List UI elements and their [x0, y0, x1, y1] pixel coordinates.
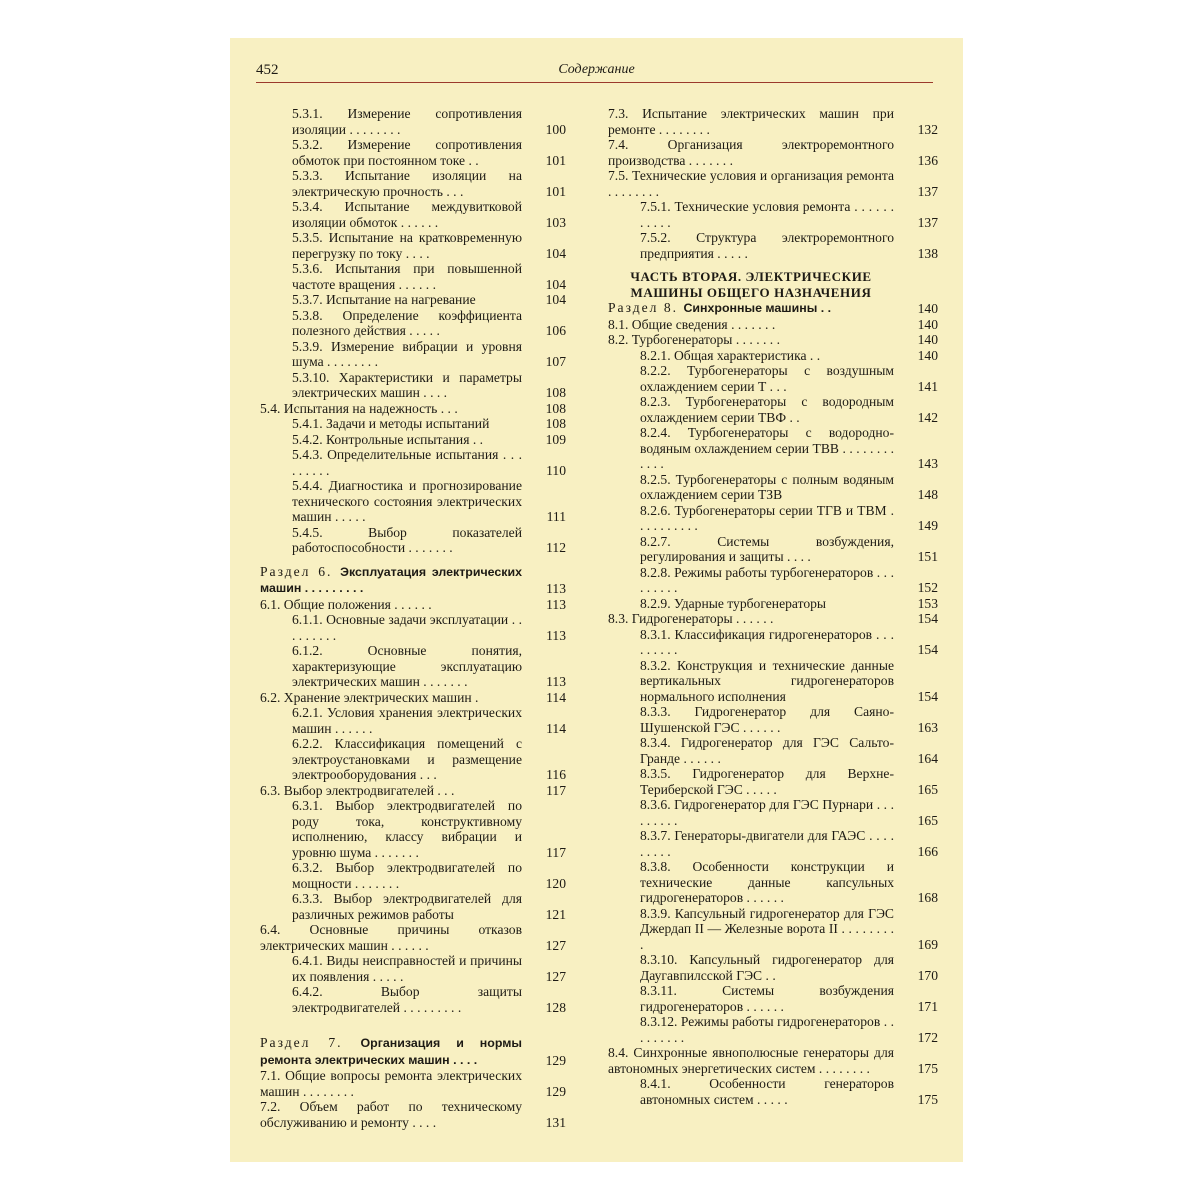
toc-page-number: 141: [917, 378, 938, 394]
toc-entry-title: [608, 300, 894, 317]
toc-page-number: 128: [545, 999, 566, 1015]
toc-entry-title: 8.3.2. Конструкция и технические данные вертикальных гидрогенераторов нормального исполнения: [640, 657, 894, 704]
toc-entry: [260, 1068, 566, 1099]
toc-page-number: 137: [917, 214, 938, 230]
toc-entry-title: 8.4.1. Особенности генераторов автономных систем . . . . .: [640, 1076, 894, 1107]
toc-page-number: 117: [546, 844, 566, 860]
toc-page-number: 113: [546, 627, 566, 643]
toc-entry: [608, 797, 938, 828]
toc-entry-title: 8.3.6. Гидрогенератор для ГЭС Пурнари . . . . . . . . .: [640, 797, 894, 828]
toc-entry-title: 5.3.3. Испытание изоляции на электрическую прочность . . .: [292, 168, 522, 199]
toc-page-number: 165: [917, 812, 938, 828]
toc-entry-title: 7.4. Организация электроремонтного производства . . . . . . .: [608, 137, 894, 168]
toc-entry: [608, 565, 938, 596]
toc-entry-title: 6.2.2. Классификация помещений с электроустановками и размещение электрооборудования . . .: [292, 736, 522, 782]
toc-entry-title: 5.3.4. Испытание междувитковой изоляции обмоток . . . . . .: [292, 199, 522, 230]
toc-section-name: Эксплуатация электрических машин . . . . . . . . .: [260, 564, 522, 595]
toc-entry-title: 5.4.5. Выбор показателей работоспособности . . . . . . .: [292, 524, 522, 555]
toc-page-number: 129: [545, 1052, 566, 1068]
toc-page-number: 169: [917, 936, 938, 952]
toc-entry: [608, 611, 938, 627]
toc-entry-title: 6.3.2. Выбор электродвигателей по мощности . . . . . . .: [292, 860, 522, 891]
toc-entry: [260, 432, 566, 448]
toc-page-number: 113: [546, 596, 566, 612]
toc-entry: [260, 308, 566, 339]
toc-entry: [608, 534, 938, 565]
toc-entry-title: 8.2.2. Турбогенераторы с воздушным охлаждением серии Т . . .: [640, 363, 894, 394]
toc-entry: [260, 447, 566, 478]
toc-page-number: 149: [917, 518, 938, 533]
toc-page-number: 108: [545, 400, 566, 416]
toc-entry-title: 5.3.7. Испытание на нагревание: [292, 292, 476, 307]
toc-entry-title: [260, 564, 522, 597]
toc-entry: [608, 472, 938, 503]
toc-entry-title: [260, 1035, 522, 1068]
toc-entry: [608, 348, 938, 364]
toc-spacer: [260, 1015, 566, 1035]
toc-entry-title: 8.4. Синхронные явнополюсные генераторы для автономных энергетических систем . . . . . . . .: [608, 1045, 894, 1076]
toc-entry-title: 8.2.3. Турбогенераторы с водородным охлаждением серии ТВФ . .: [640, 394, 894, 425]
toc-entry: [260, 292, 566, 308]
toc-page-number: 117: [546, 782, 566, 798]
toc-entry-title: 8.3.12. Режимы работы гидрогенераторов . . . . . . . . .: [640, 1014, 894, 1045]
toc-page-number: 113: [546, 581, 566, 596]
toc-section-label: Раздел 8.: [608, 300, 684, 315]
toc-entry: [260, 416, 566, 432]
toc-entry-title: 8.2.7. Системы возбуждения, регулирования и защиты . . . .: [640, 533, 894, 564]
toc-entry-title: 6.4.2. Выбор защиты электродвигателей . . . . . . . . .: [292, 984, 522, 1015]
toc-page-number: 153: [917, 595, 938, 611]
toc-part-heading: ЧАСТЬ ВТОРАЯ. ЭЛЕКТРИЧЕСКИЕ МАШИНЫ ОБЩЕГО НАЗНАЧЕНИЯ: [630, 269, 872, 300]
toc-page-number: 142: [917, 409, 938, 425]
toc-entry: [260, 643, 566, 690]
toc-page-number: 175: [917, 1060, 938, 1076]
toc-section-name: Организация и нормы ремонта электрических машин . . . .: [260, 1036, 522, 1067]
toc-entry: [260, 922, 566, 953]
toc-page-number: 148: [917, 487, 938, 502]
toc-entry-title: 6.4.1. Виды неисправностей и причины их появления . . . . .: [292, 953, 522, 984]
toc-left-column: [260, 106, 566, 1130]
toc-entry: [608, 828, 938, 859]
toc-page-number: 104: [545, 245, 566, 261]
toc-entry-title: 7.5. Технические условия и организация ремонта . . . . . . . .: [608, 168, 894, 199]
toc-entry-title: 5.4. Испытания на надежность . . .: [260, 400, 458, 416]
toc-entry-title: 6.1.1. Основные задачи эксплуатации . . . . . . . . .: [292, 612, 522, 643]
toc-page-number: 154: [917, 688, 938, 704]
toc-entry-title: 5.3.1. Измерение сопротивления изоляции . . . . . . . .: [292, 106, 522, 137]
toc-section-label: Раздел 6.: [260, 563, 341, 579]
toc-entry: [260, 370, 566, 401]
toc-entry-title: 5.4.4. Диагностика и прогнозирование технического состояния электрических машин . . . . .: [292, 478, 522, 524]
toc-entry-title: 5.3.10. Характеристики и параметры электрических машин . . . .: [292, 369, 522, 400]
toc-entry: [608, 1045, 938, 1076]
toc-entry: [260, 525, 566, 556]
toc-entry: [608, 425, 938, 472]
toc-entry-title: 7.5.2. Структура электроремонтного предприятия . . . . .: [640, 230, 894, 261]
toc-entry: [608, 952, 938, 983]
toc-right-column: [608, 106, 938, 1107]
toc-entry: [608, 596, 938, 612]
toc-page-number: 108: [545, 416, 566, 431]
toc-page-number: 101: [545, 183, 566, 199]
toc-entry-title: 8.2.1. Общая характеристика . .: [640, 347, 821, 363]
toc-entry-title: 5.3.9. Измерение вибрации и уровня шума . . . . . . . .: [292, 338, 522, 369]
toc-page-number: 116: [546, 767, 566, 782]
toc-entry: [260, 783, 566, 799]
toc-entry: [260, 705, 566, 736]
toc-entry-title: 7.5.1. Технические условия ремонта . . . . . . . . . . .: [640, 199, 894, 230]
toc-entry: [608, 1014, 938, 1045]
toc-entry: [260, 953, 566, 984]
toc-entry-title: 8.3.10. Капсульный гидрогенератор для Даугавпилсской ГЭС . .: [640, 952, 894, 983]
toc-page-number: 114: [546, 720, 566, 736]
toc-entry-title: 5.3.2. Измерение сопротивления обмоток при постоянном токе . .: [292, 137, 522, 168]
toc-section-label: Раздел 7.: [260, 1035, 361, 1050]
toc-page-number: 166: [917, 843, 938, 859]
toc-page-number: 110: [546, 462, 566, 478]
toc-page-number: 164: [917, 750, 938, 766]
toc-entry-title: 8.3.11. Системы возбуждения гидрогенераторов . . . . . .: [640, 983, 894, 1014]
toc-entry: [260, 199, 566, 230]
toc-entry: [608, 906, 938, 953]
toc-entry-title: 8.3. Гидрогенераторы . . . . . .: [608, 611, 774, 626]
toc-entry: [260, 860, 566, 891]
toc-page-number: 109: [545, 431, 566, 447]
toc-page-number: 103: [545, 214, 566, 230]
toc-entry-title: 6.1.2. Основные понятия, характеризующие эксплуатацию электрических машин . . . . . . .: [292, 643, 522, 689]
page-number: 452: [256, 62, 279, 78]
toc-entry-title: 5.4.2. Контрольные испытания . .: [292, 431, 484, 447]
toc-page-number: 170: [917, 967, 938, 983]
toc-entry-title: 8.2. Турбогенераторы . . . . . . .: [608, 332, 781, 347]
toc-entry: [260, 339, 566, 370]
toc-page-number: 104: [545, 292, 566, 307]
toc-page-number: 140: [917, 301, 938, 316]
toc-page-number: 137: [917, 183, 938, 199]
toc-entry: [608, 766, 938, 797]
toc-entry: [608, 859, 938, 906]
toc-page-number: 104: [545, 276, 566, 292]
toc-entry-title: 8.2.9. Ударные турбогенераторы: [640, 595, 827, 611]
toc-entry: [608, 363, 938, 394]
toc-entry-title: 5.4.1. Задачи и методы испытаний: [292, 416, 490, 431]
toc-page-number: 165: [917, 781, 938, 797]
toc-entry-title: 8.3.3. Гидрогенератор для Саяно-Шушенской ГЭС . . . . . .: [640, 704, 894, 735]
toc-entry: [260, 984, 566, 1015]
toc-entry-title: 5.3.8. Определение коэффициента полезного действия . . . . .: [292, 307, 522, 338]
toc-entry: [608, 317, 938, 333]
toc-entry: [608, 230, 938, 261]
toc-entry: [608, 332, 938, 348]
toc-entry: [260, 230, 566, 261]
toc-entry-title: 8.2.8. Режимы работы турбогенераторов . . . . . . . . .: [640, 564, 894, 595]
toc-entry-title: 8.1. Общие сведения . . . . . . .: [608, 316, 776, 332]
toc-entry: [608, 503, 938, 534]
toc-entry-title: 5.3.6. Испытания при повышенной частоте вращения . . . . . .: [292, 261, 522, 292]
toc-page-number: 140: [917, 347, 938, 363]
toc-entry: [608, 394, 938, 425]
toc-page-number: 152: [917, 580, 938, 595]
toc-entry: [608, 658, 938, 705]
toc-page-number: 113: [546, 674, 566, 689]
toc-page-number: 154: [917, 642, 938, 657]
toc-entry-title: 8.3.5. Гидрогенератор для Верхне-Териберской ГЭС . . . . .: [640, 766, 894, 797]
toc-entry-title: 5.3.5. Испытание на кратковременную перегрузку по току . . . .: [292, 230, 522, 261]
toc-entry-title: 8.2.4. Турбогенераторы с водородно-водяным охлаждением серии ТВВ . . . . . . . . . . . .: [640, 425, 894, 471]
toc-entry: [608, 1076, 938, 1107]
toc-entry-title: 6.3.1. Выбор электродвигателей по роду тока, конструктивному исполнению, классу вибрации и уровню шума . . . . . . .: [292, 798, 522, 860]
toc-page-number: 107: [545, 354, 566, 369]
toc-page-number: 120: [545, 875, 566, 891]
toc-entry-title: 7.3. Испытание электрических машин при ремонте . . . . . . . .: [608, 106, 894, 137]
toc-entry: [260, 612, 566, 643]
page-title: Содержание: [558, 62, 635, 77]
toc-entry: [260, 597, 566, 613]
toc-entry: [260, 690, 566, 706]
toc-page-number: 108: [545, 385, 566, 400]
toc-entry: [608, 735, 938, 766]
header-rule: [256, 82, 933, 83]
toc-entry: [260, 478, 566, 525]
toc-entry-title: 5.4.3. Определительные испытания . . . . . . . . .: [292, 447, 522, 478]
toc-entry-title: 6.2.1. Условия хранения электрических машин . . . . . .: [292, 705, 522, 736]
toc-entry: [260, 401, 566, 417]
toc-page-number: 100: [545, 121, 566, 137]
toc-entry: [608, 983, 938, 1014]
toc-entry: [260, 798, 566, 860]
toc-entry: [608, 199, 938, 230]
toc-entry-title: 8.3.9. Капсульный гидрогенератор для ГЭС Джердап II — Железные ворота II . . . . . . . . .: [640, 905, 894, 952]
toc-page-number: 127: [545, 968, 566, 984]
toc-entry: [608, 137, 938, 168]
toc-entry-title: 8.3.7. Генераторы-двигатели для ГАЭС . . . . . . . . .: [640, 828, 894, 859]
toc-entry-title: 7.1. Общие вопросы ремонта электрических машин . . . . . . . .: [260, 1068, 522, 1099]
toc-entry-title: 6.3. Выбор электродвигателей . . .: [260, 782, 455, 798]
toc-page-number: 132: [917, 121, 938, 137]
toc-entry-title: 8.2.6. Турбогенераторы серии ТГВ и ТВМ . . . . . . . . . .: [640, 502, 894, 533]
toc-page-number: 175: [917, 1091, 938, 1107]
toc-page-number: 121: [545, 906, 566, 922]
toc-entry: [608, 704, 938, 735]
toc-page-number: 143: [917, 456, 938, 471]
book-page: [230, 38, 963, 1162]
toc-section-name: Синхронные машины . .: [683, 301, 832, 315]
toc-page-number: 131: [545, 1114, 566, 1130]
toc-entry-title: 8.3.4. Гидрогенератор для ГЭС Сальто-Гранде . . . . . .: [640, 735, 894, 766]
toc-entry: [260, 137, 566, 168]
toc-page-number: 111: [546, 509, 566, 524]
toc-entry: [260, 106, 566, 137]
toc-page-number: 138: [917, 245, 938, 261]
toc-page-number: 127: [545, 937, 566, 953]
toc-page-number: 129: [545, 1083, 566, 1099]
toc-section-entry: [260, 564, 566, 597]
toc-entry-title: 8.3.1. Классификация гидрогенераторов . . . . . . . . .: [640, 626, 894, 657]
toc-entry-title: 8.3.8. Особенности конструкции и технические данные капсульных гидрогенераторов . . . . . .: [640, 859, 894, 905]
toc-entry: [260, 891, 566, 922]
toc-entry-title: 6.2. Хранение электрических машин .: [260, 689, 479, 705]
toc-entry-title: 6.1. Общие положения . . . . . .: [260, 596, 432, 612]
toc-page-number: 140: [917, 316, 938, 332]
toc-entry-title: 6.3.3. Выбор электродвигателей для различных режимов работы: [292, 891, 522, 922]
toc-page-number: 163: [917, 719, 938, 735]
toc-page-number: 140: [917, 332, 938, 347]
toc-page-number: 114: [546, 689, 566, 705]
toc-page-number: 106: [545, 323, 566, 338]
toc-page-number: 154: [917, 611, 938, 626]
toc-entry: [608, 168, 938, 199]
toc-page-number: 136: [917, 152, 938, 168]
toc-page-number: 101: [545, 152, 566, 168]
toc-entry: [608, 627, 938, 658]
toc-page-number: 151: [917, 549, 938, 564]
toc-section-entry: [608, 300, 938, 317]
toc-page-number: 168: [917, 890, 938, 905]
toc-page-number: 112: [546, 540, 566, 555]
toc-spacer: [260, 556, 566, 564]
toc-page-number: 172: [917, 1029, 938, 1045]
toc-section-entry: [260, 1035, 566, 1068]
toc-entry: [260, 1099, 566, 1130]
toc-entry-title: 8.2.5. Турбогенераторы с полным водяным охлаждением серии ТЗВ: [640, 471, 894, 502]
toc-entry: [260, 168, 566, 199]
toc-entry: [260, 736, 566, 783]
toc-entry-title: 7.2. Объем работ по техническому обслуживанию и ремонту . . . .: [260, 1099, 522, 1130]
toc-entry-title: 6.4. Основные причины отказов электрических машин . . . . . .: [260, 922, 522, 953]
toc-entry: [260, 261, 566, 292]
toc-page-number: 171: [917, 998, 938, 1014]
toc-entry: [608, 106, 938, 137]
